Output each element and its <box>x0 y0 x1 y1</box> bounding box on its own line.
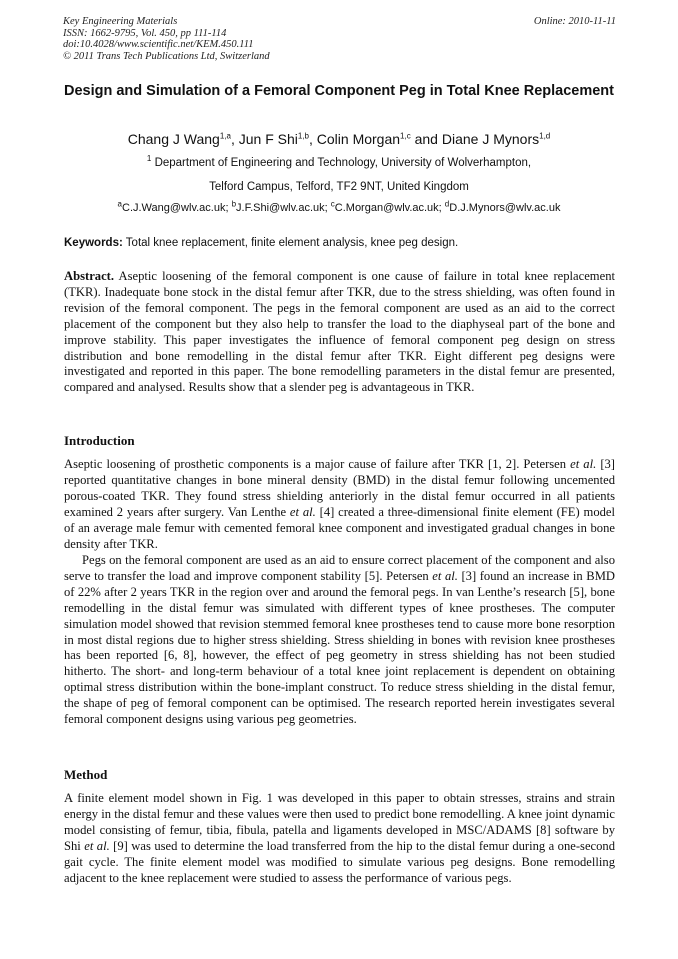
text-run: A finite element model shown in Fig. 1 was developed in this paper to obtain stresses, strains and strain energy in the distal femur and these values were then used to predict bone remodelling. A knee joint dynamic model consisting of femur, tibia, fibula, patella and ligaments developed in MSC/ADAMS [8] software by Shi <box>64 791 615 853</box>
section-heading-method: Method <box>64 767 108 782</box>
italic-text: et al. <box>432 568 458 583</box>
email-address[interactable]: C.J.Wang@wlv.ac.uk <box>122 202 226 214</box>
affiliation-line-2: Telford Campus, Telford, TF2 9NT, United Kingdom <box>209 181 469 193</box>
text-run: Pegs on the femoral component are used as an aid to ensure correct placement of the component and also serve to transfer the load and improve component stability [5]. Petersen <box>64 553 615 583</box>
text-run: [3] reported quantitative changes in bone mineral density (BMD) in the distal femur following uncemented porous-coated TKR. They found stress shielding anteriorly in the distal femur occurred in all patients examined 2 years after surgery. Van Lenthe <box>64 457 615 519</box>
journal-doi: doi:10.4028/www.scientific.net/KEM.450.111 <box>63 39 254 50</box>
online-date: Online: 2010-11-11 <box>533 16 616 27</box>
section-heading-introduction: Introduction <box>64 433 135 448</box>
author-name: Chang J Wang <box>127 131 220 147</box>
text-run: Aseptic loosening of prosthetic components is a major cause of failure after TKR [1, 2]. Petersen <box>64 457 571 471</box>
affiliation-sup: 1 <box>146 154 152 164</box>
introduction-paragraph-1 <box>64 457 615 552</box>
text-run: [3] found an increase in BMD of 22% after 2 years TKR in the region over and around the femoral pegs. In van Lenthe’s research [5], bone remodelling in the distal femur was simulated with different types of knee prostheses. The computer simulation model showed that revision stemmed femoral knee prostheses tend to cause more bone resorption in most distal regions due to higher stress shielding. Stress shielding in bones with revision knee prostheses has been reported [6, 8], however, the effect of peg geometry in stress shielding has not been studied hitherto. The short- and long-term behaviour of a total knee joint replacement is dependent on obtaining optimal stress distribution within the bone-implant construct. To reduce stress shielding in the distal femur, the shape of peg of femoral component can be optimised. The research reported herein investigates several femoral component designs using various peg geometries. <box>64 568 615 727</box>
email-address[interactable]: D.J.Mynors@wlv.ac.uk <box>449 202 561 214</box>
method-paragraph-1 <box>64 791 615 886</box>
email-sup: a <box>117 199 122 209</box>
affiliation-text: Department of Engineering and Technology, University of Wolverhampton, <box>154 157 532 169</box>
affiliation-line-1 <box>63 156 615 170</box>
author-sup: 1,a <box>219 131 231 141</box>
author-name: Colin Morgan <box>316 131 401 147</box>
text-run: [4] created a three-dimensional finite element (FE) model of an average male femur with cemented femoral knee component and investigated gradual changes in bone density after TKR. <box>64 504 616 551</box>
email-sup: d <box>444 199 450 209</box>
author-name: Diane J Mynors <box>441 131 540 147</box>
text-run: [9] was used to determine the load transferred from the hip to the distal femur during a one-second gait cycle. The finite element model was modified to simulate various peg designs. Bone remodelling adjacent to the knee replacement were studied to assess the performance of various pegs. <box>64 838 616 885</box>
keywords-label: Keywords: <box>64 237 123 249</box>
introduction-paragraph-2 <box>64 553 615 728</box>
author-list: Chang J Wang$^{1,a}$, Jun F Shi$^{1,b}$, Colin Morgan$^{1,c}$ and Diane J Mynors$^{1,d}$ <box>127 131 551 147</box>
email-address[interactable]: J.F.Shi@wlv.ac.uk <box>236 202 325 214</box>
author-sup: 1,c <box>400 131 411 141</box>
author-name: Jun F Shi <box>238 131 298 147</box>
author-sup: 1,d <box>539 131 551 141</box>
journal-name: Key Engineering Materials <box>63 16 178 27</box>
email-sup: c <box>330 199 335 209</box>
abstract-label: Abstract. <box>64 269 115 283</box>
email-address[interactable]: C.Morgan@wlv.ac.uk <box>334 202 439 214</box>
email-list: $^a$C.J.Wang@wlv.ac.uk; $^b$J.F.Shi@wlv.ac.uk; $^c$C.Morgan@wlv.ac.uk; $^d$D.J.Mynors@wlv.ac.uk <box>117 199 561 214</box>
italic-text: et al. <box>289 504 316 519</box>
italic-text: et al. <box>84 838 110 853</box>
abstract <box>64 269 615 396</box>
abstract-text: Aseptic loosening of the femoral component is one cause of failure in total knee replacement (TKR). Inadequate bone stock in the distal femur after TKR, due to the stress shielding, was often found in revision of the femoral component. The pegs in the femoral component are used as an aid to the correct placement of the component but they also help to transfer the load to the diaphyseal part of the bone and improve stability. This paper investigates the influence of femoral component peg design on stress distribution and bone remodelling in the distal femur after TKR. Eight different peg designs were investigated and reported in this paper. The bone remodelling parameters in the distal femur are presented, compared and analysed. Results show that a slender peg is advantageous in TKR. <box>64 269 615 395</box>
email-sup: b <box>231 199 237 209</box>
keywords-text: Total knee replacement, finite element analysis, knee peg design. <box>125 237 459 249</box>
paper-title: Design and Simulation of a Femoral Component Peg in Total Knee Replacement <box>63 83 614 99</box>
journal-issn: ISSN: 1662-9795, Vol. 450, pp 111-114 <box>63 27 227 39</box>
journal-copyright: © 2011 Trans Tech Publications Ltd, Switzerland <box>63 50 270 62</box>
keywords <box>64 236 615 250</box>
italic-text: et al. <box>570 457 597 471</box>
author-sup: 1,b <box>297 131 309 141</box>
